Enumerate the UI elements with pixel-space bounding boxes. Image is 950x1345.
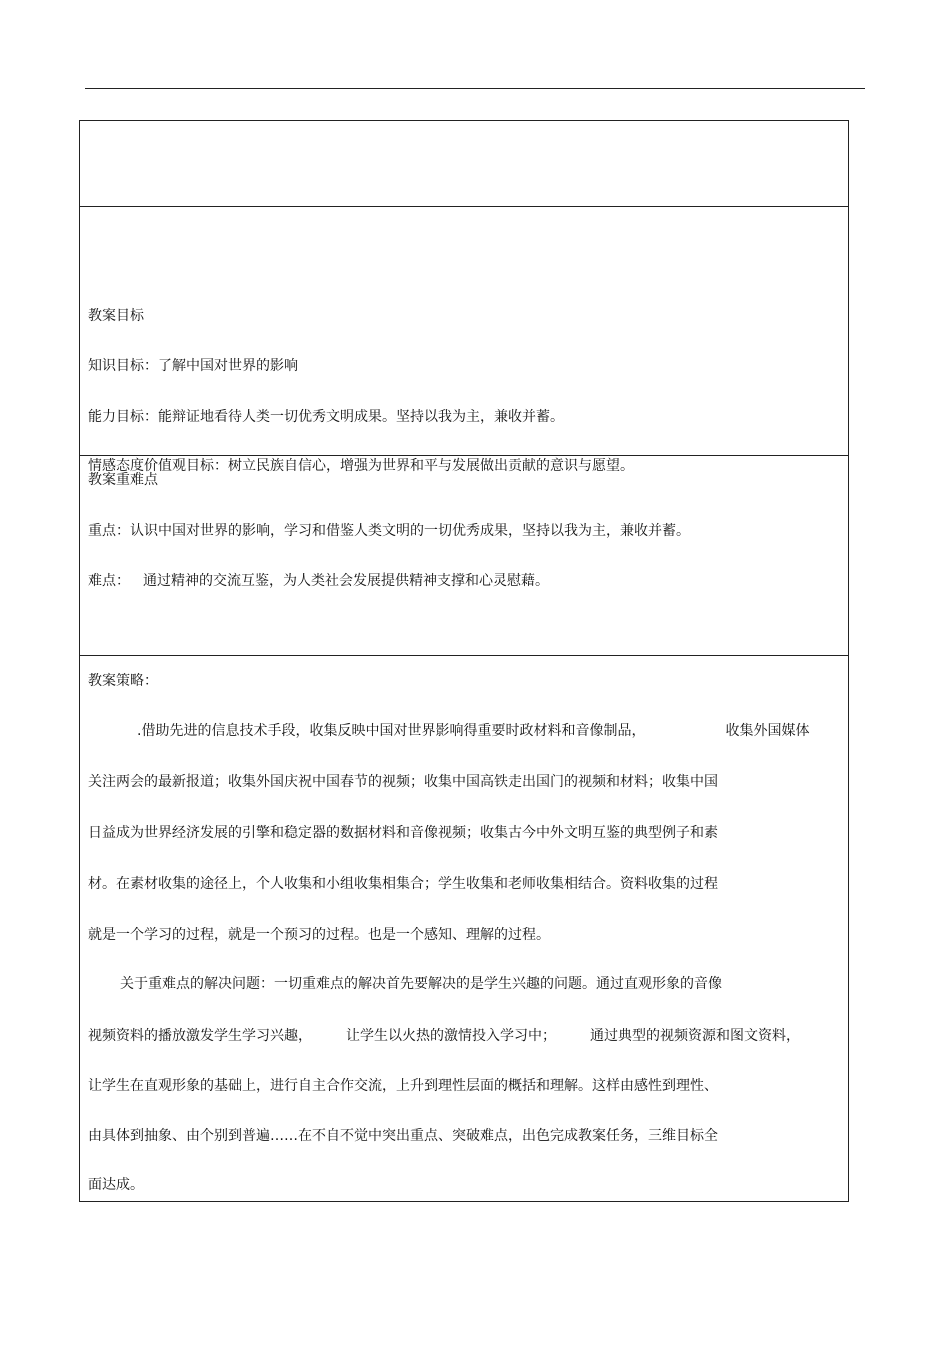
keypoints-heading: 教案重难点 (88, 472, 158, 488)
strategy-p1-line1 (137, 722, 809, 740)
strategy-p1-line5: 就是一个学习的过程，就是一个预习的过程。也是一个感知、理解的过程。 (88, 927, 550, 943)
strategy-p1-line3: 日益成为世界经济发展的引擎和稳定器的数据材料和音像视频；收集古今中外文明互鉴的典型例子和素 (88, 825, 718, 841)
strategy-heading: 教案策略： (88, 673, 158, 689)
key-point: 重点：认识中国对世界的影响，学习和借鉴人类文明的一切优秀成果，坚持以我为主，兼收并蓄。 (88, 523, 690, 539)
ability-goal: 能力目标：能辩证地看待人类一切优秀文明成果。坚持以我为主，兼收并蓄。 (88, 409, 564, 425)
strategy-p1-line4: 材。在素材收集的途径上，个人收集和小组收集相集合；学生收集和老师收集相结合。资料收集的过程 (88, 876, 718, 892)
knowledge-goal: 知识目标：了解中国对世界的影响 (88, 358, 298, 374)
difficult-text: 通过精神的交流互鉴，为人类社会发展提供精神支撑和心灵慰藉。 (143, 573, 549, 589)
keypoints-cell (80, 456, 848, 656)
empty-title-cell (80, 121, 848, 207)
strategy-p2-line4: 由具体到抽象、由个别到普遍……在不自不觉中突出重点、突破难点，出色完成教案任务，三维目标全 (88, 1128, 718, 1144)
strategy-p2-line2 (88, 1027, 800, 1045)
strategy-p2-line2b: 让学生以火热的激情投入学习中； (346, 1028, 556, 1044)
strategy-p2-line2c: 通过典型的视频资源和图文资料， (590, 1028, 800, 1044)
strategy-p2-line3: 让学生在直观形象的基础上，进行自主合作交流，上升到理性层面的概括和理解。这样由感性到理性、 (88, 1078, 718, 1094)
emotion-goal: 情感态度价值观目标：树立民族自信心，增强为世界和平与发展做出贡献的意识与愿望。 (88, 458, 634, 474)
strategy-p2-line2a: 视频资料的播放激发学生学习兴趣， (88, 1028, 312, 1044)
strategy-p1-line2: 关注两会的最新报道；收集外国庆祝中国春节的视频；收集中国高铁走出国门的视频和材料；收集中国 (88, 774, 718, 790)
strategy-p1-line1b: 收集外国媒体 (725, 723, 810, 739)
goals-heading: 教案目标 (88, 308, 144, 324)
strategy-p2-line5: 面达成。 (88, 1177, 144, 1193)
strategy-p2-line1: 关于重难点的解决问题：一切重难点的解决首先要解决的是学生兴趣的问题。通过直观形象的音像 (120, 976, 722, 992)
strategy-p1-line1a: .借助先进的信息技术手段，收集反映中国对世界影响得重要时政材料和音像制品， (137, 723, 646, 739)
difficult-label: 难点： (88, 573, 130, 589)
strategy-cell (80, 656, 848, 1201)
header-rule (85, 88, 865, 89)
goals-cell (80, 207, 848, 474)
lesson-plan-table (79, 120, 849, 1202)
difficult-point (88, 572, 549, 590)
